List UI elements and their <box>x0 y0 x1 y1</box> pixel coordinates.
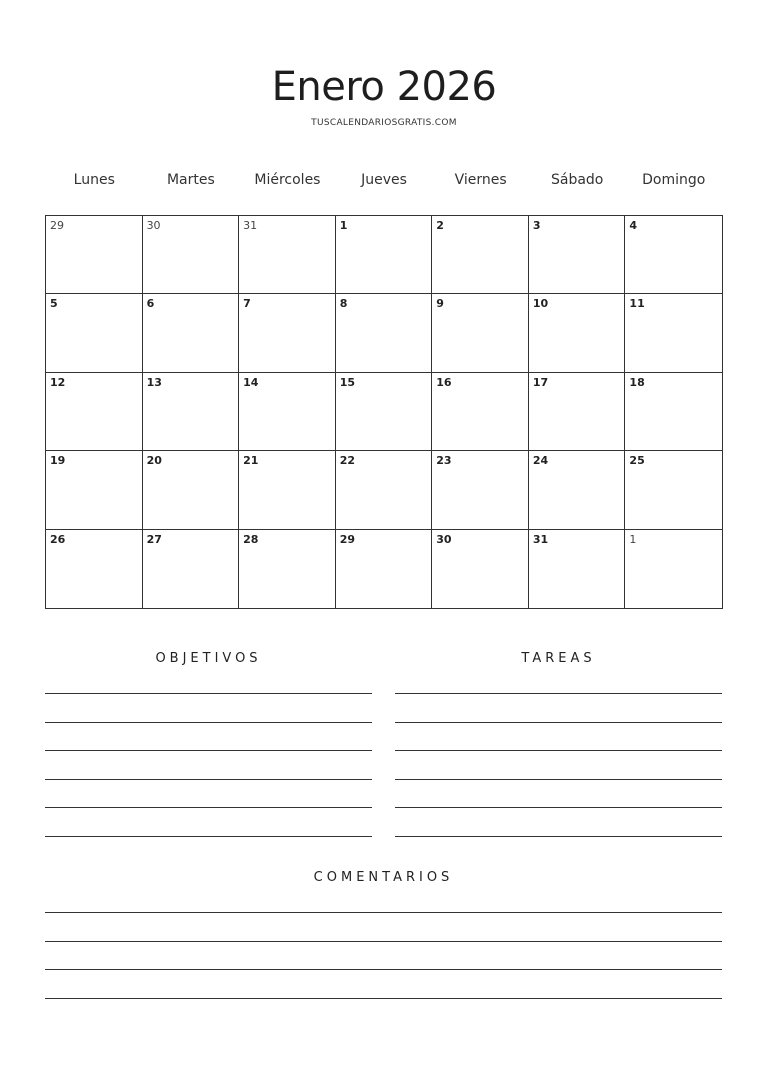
writing-line <box>45 807 372 808</box>
writing-line <box>395 807 722 808</box>
day-number: 11 <box>629 297 645 311</box>
calendar-day-cell <box>625 373 722 451</box>
day-number: 26 <box>50 532 66 546</box>
day-number: 31 <box>532 532 549 546</box>
comentarios-lines <box>45 912 722 1007</box>
calendar-day-cell <box>336 530 433 608</box>
day-number: 22 <box>339 454 356 468</box>
day-number: 27 <box>146 532 162 546</box>
weekday-sunday: Domingo <box>642 172 706 188</box>
day-number: 13 <box>146 375 162 389</box>
writing-line <box>45 750 372 751</box>
weekday-tuesday: Martes <box>166 172 215 188</box>
day-number: 1 <box>339 219 348 232</box>
comentarios-title: COMENTARIOS <box>313 870 454 885</box>
calendar-day-cell <box>529 216 626 294</box>
writing-line <box>395 693 722 694</box>
calendar-day-cell <box>432 373 529 451</box>
calendar-day-cell <box>239 451 336 529</box>
day-number: 28 <box>243 532 259 546</box>
calendar-day-cell <box>529 373 626 451</box>
day-number: 25 <box>629 454 645 468</box>
weekday-header-row <box>46 172 722 188</box>
day-number: 23 <box>436 454 452 468</box>
website-caption: TUSCALENDARIOSGRATIS.COM <box>311 118 457 128</box>
writing-line <box>395 836 722 837</box>
day-number: 12 <box>50 375 66 389</box>
day-number: 29 <box>339 532 356 546</box>
tareas-lines <box>395 693 722 843</box>
weekday-thursday: Jueves <box>361 172 407 188</box>
day-number: 29 <box>50 219 64 232</box>
weekday-saturday: Sábado <box>550 172 604 188</box>
objetivos-title: OBJETIVOS <box>155 651 262 666</box>
day-number: 21 <box>243 454 259 468</box>
day-number: 30 <box>146 219 161 232</box>
calendar-day-cell <box>336 451 433 529</box>
day-number: 4 <box>629 219 638 232</box>
calendar-day-cell <box>336 373 433 451</box>
day-number: 20 <box>146 454 162 468</box>
calendar-day-cell <box>143 451 240 529</box>
calendar-day-cell <box>46 451 143 529</box>
weekday-friday: Viernes <box>454 172 507 188</box>
calendar-day-cell <box>239 216 336 294</box>
calendar-day-cell <box>143 530 240 608</box>
calendar-day-cell <box>239 373 336 451</box>
day-number: 31 <box>243 219 258 232</box>
day-number: 1 <box>629 532 637 546</box>
calendar-day-cell <box>239 530 336 608</box>
calendar-day-cell <box>336 294 433 372</box>
page-title: Enero 2026 <box>271 64 497 110</box>
day-number: 2 <box>436 219 444 232</box>
day-number: 17 <box>532 375 549 389</box>
calendar-day-cell <box>529 451 626 529</box>
calendar-day-cell <box>432 294 529 372</box>
calendar-day-cell <box>143 216 240 294</box>
calendar-day-cell <box>46 530 143 608</box>
calendar-day-cell <box>432 530 529 608</box>
objetivos-lines <box>45 693 372 843</box>
day-number: 10 <box>532 297 549 311</box>
day-number: 9 <box>436 297 444 311</box>
calendar-day-cell <box>432 216 529 294</box>
calendar-day-cell <box>239 294 336 372</box>
calendar-day-cell <box>625 451 722 529</box>
writing-line <box>395 722 722 723</box>
writing-line <box>45 836 372 837</box>
calendar-day-cell <box>625 216 722 294</box>
writing-line <box>45 998 722 999</box>
weekday-monday: Lunes <box>73 172 115 188</box>
day-number: 15 <box>339 375 356 389</box>
calendar-day-cell <box>143 294 240 372</box>
writing-line <box>45 693 372 694</box>
calendar-day-cell <box>336 216 433 294</box>
day-number: 5 <box>50 297 58 311</box>
calendar-day-cell <box>625 530 722 608</box>
writing-line <box>395 750 722 751</box>
day-number: 16 <box>436 375 452 389</box>
day-number: 18 <box>629 375 645 389</box>
day-number: 24 <box>532 454 549 468</box>
calendar-day-cell <box>432 451 529 529</box>
calendar-day-cell <box>143 373 240 451</box>
calendar-day-cell <box>625 294 722 372</box>
calendar-day-cell <box>529 294 626 372</box>
tareas-title: TAREAS <box>521 651 596 666</box>
calendar-day-cell <box>46 216 143 294</box>
day-number: 30 <box>436 532 452 546</box>
calendar-day-cell <box>46 294 143 372</box>
day-number: 19 <box>50 454 66 468</box>
day-number: 3 <box>532 219 541 232</box>
weekday-wednesday: Miércoles <box>254 172 321 188</box>
day-number: 14 <box>243 375 259 389</box>
calendar-day-cell <box>46 373 143 451</box>
writing-line <box>45 969 722 970</box>
writing-line <box>45 722 372 723</box>
day-number: 8 <box>339 297 348 311</box>
calendar-day-cell <box>529 530 626 608</box>
writing-line <box>45 912 722 913</box>
writing-line <box>45 779 372 780</box>
day-number: 6 <box>146 297 155 311</box>
day-number: 7 <box>243 297 251 311</box>
writing-line <box>45 941 722 942</box>
calendar-grid <box>45 215 723 609</box>
writing-line <box>395 779 722 780</box>
